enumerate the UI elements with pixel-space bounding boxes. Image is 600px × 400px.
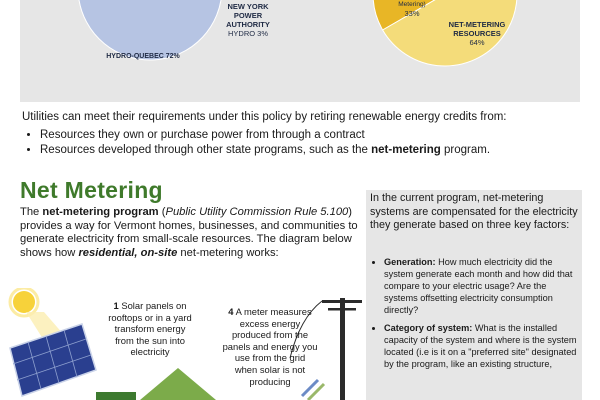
net-metering-diagram — [0, 288, 362, 400]
sidebar-factors — [366, 190, 582, 400]
net-metering-paragraph: The net-metering program (Public Utility Commission Rule 5.100) provides a way for Vermont homes, businesses, and communities to generate electricity from small-scale resources. The diagram below shows how residential, on-site net-metering works: — [20, 206, 358, 259]
list-item: • Resources they own or purchase power from through a contract — [40, 128, 582, 143]
label-net-metering-resources: NET-METERING RESOURCES 64% — [448, 20, 506, 47]
label-hydro-quebec: HYDRO-QUEBEC 72% — [106, 53, 180, 60]
section-heading: Net Metering — [20, 177, 163, 203]
intro-list — [22, 128, 582, 158]
list-item: • Resources developed through other state programs, such as the net-metering program. — [40, 143, 582, 158]
house-roof-icon — [140, 368, 216, 400]
sidebar-intro: In the current program, net-metering systems are compensated for the electricity they generate based on three key factors: — [370, 192, 578, 231]
label-metering-partial: Metering) 33% — [398, 1, 426, 18]
intro-text — [22, 110, 582, 158]
solar-panel-icon — [10, 324, 96, 396]
pie-slice — [78, 0, 222, 60]
label-nypa: NEW YORK POWER AUTHORITY HYDRO 3% — [226, 2, 270, 38]
pie-left — [78, 0, 222, 60]
step-4-caption: 4 A meter measures excess energy produced from the panels and energy you use from the grid when solar is not producing — [222, 306, 318, 387]
sun-icon — [10, 288, 38, 316]
pie-charts — [0, 0, 600, 102]
step-1-caption: 1 Solar panels on rooftops or in a yard transform energy from the sun into electricity — [108, 300, 192, 358]
ground-strip — [96, 392, 136, 400]
factor-category: • Category of system: What is the installed capacity of the system and where is the system located (i.e is it on a "preferred site" designated by the program, like an existing structure, — [384, 322, 578, 370]
factor-generation: • Generation: How much electricity did the system generate each month and how did that compare to your electric usage? Are the systems offsetting electricity consumption directly? — [384, 256, 578, 316]
factor-list — [366, 256, 578, 376]
intro-lead: Utilities can meet their requirements under this policy by retiring renewable energy credits from: — [22, 111, 507, 123]
